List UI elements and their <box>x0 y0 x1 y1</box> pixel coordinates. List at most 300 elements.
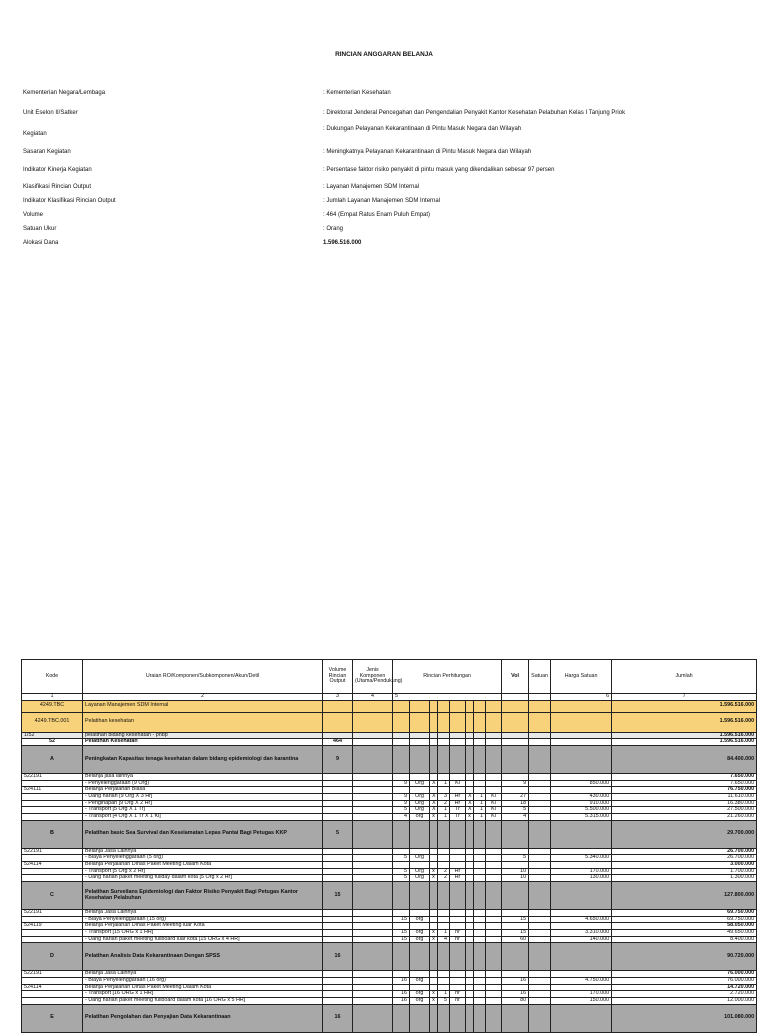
jenis-cell <box>353 978 393 985</box>
vol-cell: 5 <box>502 855 529 862</box>
meta-value: : Meningkatnya Pelayanan Kekarantinaan di Pintu Masuk Negara dan Wilayah <box>323 149 532 155</box>
op-cell <box>466 1004 474 1032</box>
uraian-cell: - Biaya Penyelenggaraan (16 org) <box>83 978 323 985</box>
uraian-cell: - Transport [4 Org X 1 Tr X 1 Kl] <box>83 814 323 821</box>
qty-cell <box>474 712 486 732</box>
qty-cell <box>438 978 450 985</box>
table-header-row <box>22 660 757 694</box>
volume-cell: 15 <box>323 882 353 910</box>
vol-cell <box>502 700 529 712</box>
col-number: 1 <box>22 694 83 701</box>
uraian-cell: Pelatihan Pengolahan dan Penyajian Data Kekarantinaan <box>83 1004 323 1032</box>
unit-cell <box>450 820 466 848</box>
qty-cell: 16 <box>393 991 410 998</box>
jumlah-cell: 69.750.000 <box>612 910 757 917</box>
satuan-cell <box>529 943 551 971</box>
unit-cell: Hr <box>450 794 466 801</box>
jumlah-cell: 1.596.516.000 <box>612 712 757 732</box>
table-section-row <box>22 1004 757 1032</box>
col-number: 2 <box>83 694 323 701</box>
qty-cell: 1 <box>438 814 450 821</box>
meta-value: : Direktorat Jenderal Pencegahan dan Pengendalian Penyakit Kantor Kesehatan Pelabuhan Kelas I Tanjung Priok <box>323 110 626 116</box>
op-cell <box>466 882 474 910</box>
col-header-kode: Kode <box>22 660 83 694</box>
qty-cell <box>474 882 486 910</box>
harga-cell: 5.315.000 <box>551 814 612 821</box>
op-cell: X <box>466 807 474 814</box>
jenis-cell <box>353 916 393 923</box>
meta-label: Satuan Ukur <box>23 226 57 232</box>
meta-row-kementerian <box>0 90 768 100</box>
jenis-cell <box>353 936 393 943</box>
unit-cell <box>450 848 466 855</box>
vol-cell: 10 <box>502 875 529 882</box>
op-cell <box>466 971 474 978</box>
unit-cell: org <box>410 814 430 821</box>
satuan-cell <box>529 882 551 910</box>
jenis-cell <box>353 800 393 807</box>
vol-cell: 9 <box>502 780 529 787</box>
uraian-cell: Pelatihan Analisis Data Kekarantinaan Dengan SPSS <box>83 943 323 971</box>
meta-value: : Dukungan Pelayanan Kekarantinaan di Pintu Masuk Negara dan Wilayah <box>323 126 522 132</box>
jumlah-cell: 84.400.000 <box>612 746 757 774</box>
kode-cell: 524114 <box>22 984 83 991</box>
meta-row-alokasi-dana <box>0 240 768 250</box>
satuan-cell <box>529 916 551 923</box>
meta-value: : Orang <box>323 226 344 232</box>
unit-cell <box>486 739 502 746</box>
harga-cell: 3.310.000 <box>551 930 612 937</box>
meta-row-unit <box>0 110 768 120</box>
unit-cell: Org <box>410 875 430 882</box>
unit-cell <box>410 732 430 739</box>
meta-value: : 464 (Empat Ratus Enam Puluh Empat) <box>323 212 431 218</box>
qty-cell: 15 <box>393 930 410 937</box>
unit-cell <box>486 875 502 882</box>
satuan-cell <box>529 984 551 991</box>
unit-cell <box>486 882 502 910</box>
kode-cell <box>22 814 83 821</box>
op-cell: X <box>430 794 438 801</box>
satuan-cell <box>529 787 551 794</box>
kode-cell: 4249.TBC <box>22 700 83 712</box>
unit-cell <box>486 984 502 991</box>
satuan-cell <box>529 774 551 781</box>
col-number-empty <box>502 694 529 701</box>
jenis-cell <box>353 910 393 917</box>
op-cell <box>466 943 474 971</box>
qty-cell: 1 <box>438 780 450 787</box>
op-cell <box>466 875 474 882</box>
volume-cell <box>323 998 353 1005</box>
volume-cell <box>323 814 353 821</box>
unit-cell <box>486 746 502 774</box>
op-cell <box>430 820 438 848</box>
jenis-cell <box>353 862 393 869</box>
kode-cell <box>22 794 83 801</box>
volume-cell <box>323 991 353 998</box>
unit-cell <box>450 882 466 910</box>
doc-title: RINCIAN ANGGARAN BELANJA <box>335 51 433 58</box>
volume-cell <box>323 984 353 991</box>
jenis-cell <box>353 984 393 991</box>
satuan-cell <box>529 700 551 712</box>
op-cell: X <box>466 794 474 801</box>
jenis-cell <box>353 794 393 801</box>
volume-cell <box>323 875 353 882</box>
op-cell <box>430 712 438 732</box>
jenis-cell <box>353 780 393 787</box>
meta-row-sasaran <box>0 149 768 159</box>
op-cell: x <box>430 991 438 998</box>
unit-cell <box>486 998 502 1005</box>
satuan-cell <box>529 1004 551 1032</box>
volume-cell <box>323 787 353 794</box>
volume-cell <box>323 774 353 781</box>
op-cell: x <box>430 930 438 937</box>
unit-cell: hr <box>450 998 466 1005</box>
qty-cell <box>474 820 486 848</box>
unit-cell: Org <box>410 780 430 787</box>
satuan-cell <box>529 794 551 801</box>
jenis-cell <box>353 739 393 746</box>
qty-cell: 1 <box>438 930 450 937</box>
satuan-cell <box>529 971 551 978</box>
meta-row-volume <box>0 212 768 222</box>
satuan-cell <box>529 732 551 739</box>
volume-cell: 16 <box>323 1004 353 1032</box>
table-row <box>22 712 757 732</box>
unit-cell <box>486 732 502 739</box>
op-cell <box>466 868 474 875</box>
harga-cell: 910.000 <box>551 800 612 807</box>
volume-cell: 16 <box>323 943 353 971</box>
jumlah-cell: 16.380.000 <box>612 800 757 807</box>
unit-cell <box>450 739 466 746</box>
vol-cell: 15 <box>502 930 529 937</box>
qty-cell <box>438 700 450 712</box>
jumlah-cell: 49.650.000 <box>612 930 757 937</box>
qty-cell: 2 <box>438 875 450 882</box>
unit-cell <box>486 855 502 862</box>
qty-cell <box>474 700 486 712</box>
unit-cell: Kl <box>450 780 466 787</box>
satuan-cell <box>529 923 551 930</box>
jenis-cell <box>353 943 393 971</box>
kode-cell <box>22 998 83 1005</box>
col-number: 7 <box>612 694 757 701</box>
table-section-row <box>22 943 757 971</box>
uraian-cell: Belanja Perjalanan Dinas Paket Meeting Dalam Kota <box>83 862 323 869</box>
unit-cell: org <box>410 991 430 998</box>
qty-cell: 5 <box>393 807 410 814</box>
meta-value: : Layanan Manajemen SDM Internal <box>323 184 420 190</box>
qty-cell <box>393 820 410 848</box>
jumlah-cell: 7.650.000 <box>612 774 757 781</box>
jenis-cell <box>353 998 393 1005</box>
unit-cell: hr <box>450 930 466 937</box>
vol-cell <box>502 943 529 971</box>
unit-cell: Hr <box>450 875 466 882</box>
qty-cell: 5 <box>393 868 410 875</box>
op-cell <box>466 930 474 937</box>
jumlah-cell: 26.700.000 <box>612 848 757 855</box>
op-cell <box>430 739 438 746</box>
vol-cell <box>502 1004 529 1032</box>
op-cell <box>466 739 474 746</box>
jenis-cell <box>353 930 393 937</box>
uraian-cell: - Transport [5 Org X 1 Tr] <box>83 807 323 814</box>
table-row <box>22 739 757 746</box>
jenis-cell <box>353 855 393 862</box>
table-row <box>22 998 757 1005</box>
jumlah-cell: 27.500.000 <box>612 807 757 814</box>
op-cell: x <box>466 814 474 821</box>
unit-cell <box>450 855 466 862</box>
op-cell: x <box>430 868 438 875</box>
qty-cell <box>474 991 486 998</box>
unit-cell: Kl <box>486 800 502 807</box>
harga-cell: 5.500.000 <box>551 807 612 814</box>
unit-cell: org <box>410 930 430 937</box>
unit-cell: Org <box>410 868 430 875</box>
harga-cell <box>551 700 612 712</box>
meta-label: Alokasi Dana <box>23 240 59 246</box>
unit-cell <box>410 820 430 848</box>
jenis-cell <box>353 820 393 848</box>
qty-cell: 16 <box>393 978 410 985</box>
kode-cell <box>22 800 83 807</box>
uraian-cell: - Transport [16 ORG x 1 HR] <box>83 991 323 998</box>
table-section-row <box>22 820 757 848</box>
kode-cell: E <box>22 1004 83 1032</box>
jenis-cell <box>353 746 393 774</box>
meta-label: Kegiatan <box>23 131 47 137</box>
qty-cell: 9 <box>393 794 410 801</box>
qty-cell: 1 <box>474 807 486 814</box>
jenis-cell <box>353 1004 393 1032</box>
op-cell <box>466 862 474 869</box>
op-cell <box>466 820 474 848</box>
vol-cell <box>502 746 529 774</box>
satuan-cell <box>529 930 551 937</box>
harga-cell: 150.000 <box>551 998 612 1005</box>
kode-cell: 522191 <box>22 774 83 781</box>
op-cell: X <box>430 780 438 787</box>
meta-label: Sasaran Kegiatan <box>23 149 71 155</box>
qty-cell: 2 <box>438 800 450 807</box>
qty-cell: 1 <box>474 814 486 821</box>
harga-cell: 170.000 <box>551 991 612 998</box>
op-cell <box>430 732 438 739</box>
table-section-row <box>22 746 757 774</box>
col-number: 3 <box>323 694 353 701</box>
qty-cell: 4 <box>393 814 410 821</box>
vol-cell: 5 <box>502 807 529 814</box>
col-header-vol: Vol <box>502 660 529 694</box>
jenis-cell <box>353 971 393 978</box>
kode-cell <box>22 936 83 943</box>
unit-cell: Kl <box>486 814 502 821</box>
kode-cell: D <box>22 943 83 971</box>
unit-cell <box>450 732 466 739</box>
op-cell <box>430 943 438 971</box>
volume-cell <box>323 794 353 801</box>
kode-cell: 52 <box>22 739 83 746</box>
volume-cell: 464 <box>323 739 353 746</box>
unit-cell <box>486 700 502 712</box>
jenis-cell <box>353 807 393 814</box>
jumlah-cell: 8.400.000 <box>612 936 757 943</box>
qty-cell <box>393 1004 410 1032</box>
unit-cell <box>486 780 502 787</box>
unit-cell: Tr <box>450 807 466 814</box>
op-cell <box>466 998 474 1005</box>
col-header-uraian: Uraian RO/Komponen/Subkomponen/Akun/Detil <box>83 660 323 694</box>
column-number-row <box>22 694 757 701</box>
qty-cell <box>474 971 486 978</box>
uraian-cell: - Transport [5 Org x 2 Hr] <box>83 868 323 875</box>
jumlah-cell: 29.700.000 <box>612 820 757 848</box>
satuan-cell <box>529 746 551 774</box>
qty-cell <box>438 732 450 739</box>
unit-cell: org <box>410 978 430 985</box>
unit-cell <box>486 774 502 781</box>
satuan-cell <box>529 875 551 882</box>
unit-cell <box>486 862 502 869</box>
uraian-cell: Layanan Manajemen SDM Internal <box>83 700 323 712</box>
qty-cell <box>474 868 486 875</box>
uraian-cell: - Biaya Penyelenggaraan (15 org) <box>83 916 323 923</box>
qty-cell <box>474 984 486 991</box>
jumlah-cell: 21.260.000 <box>612 814 757 821</box>
satuan-cell <box>529 998 551 1005</box>
uraian-cell: Belanja Perjalanan Dinas Paket Meeting Dalam Kota <box>83 984 323 991</box>
qty-cell <box>474 916 486 923</box>
kode-cell: 4249.TBC.001 <box>22 712 83 732</box>
op-cell <box>430 848 438 855</box>
kode-cell <box>22 875 83 882</box>
qty-cell <box>438 910 450 917</box>
qty-cell: 4 <box>438 936 450 943</box>
op-cell: X <box>430 807 438 814</box>
col-header-jenis: Jenis Komponen (Utama/Pendukung) <box>353 660 393 694</box>
op-cell <box>466 780 474 787</box>
unit-cell <box>486 910 502 917</box>
volume-cell <box>323 910 353 917</box>
op-cell <box>466 910 474 917</box>
op-cell <box>466 984 474 991</box>
jumlah-cell: 76.750.000 <box>612 787 757 794</box>
jenis-cell <box>353 700 393 712</box>
unit-cell <box>486 930 502 937</box>
vol-cell: 4 <box>502 814 529 821</box>
unit-cell <box>450 1004 466 1032</box>
jumlah-cell: 1.596.516.000 <box>612 732 757 739</box>
qty-cell <box>474 780 486 787</box>
jumlah-cell: 12.000.000 <box>612 998 757 1005</box>
vol-cell: 10 <box>502 868 529 875</box>
harga-cell <box>551 882 612 910</box>
qty-cell: 1 <box>474 794 486 801</box>
vol-cell <box>502 732 529 739</box>
unit-cell <box>450 712 466 732</box>
volume-cell <box>323 971 353 978</box>
uraian-cell: Pelatihan kesehatan <box>83 712 323 732</box>
satuan-cell <box>529 862 551 869</box>
satuan-cell <box>529 978 551 985</box>
unit-cell: Kl <box>486 794 502 801</box>
op-cell <box>430 855 438 862</box>
unit-cell <box>486 868 502 875</box>
meta-value: : Persentase faktor risiko penyakit di pintu masuk yang dikendalikan sebesar 97 persen <box>323 167 555 173</box>
meta-row-klasifikasi <box>0 184 768 194</box>
jumlah-cell: 1.300.000 <box>612 875 757 882</box>
budget-table <box>21 659 757 1033</box>
unit-cell <box>450 943 466 971</box>
col-header-volume: Volume Rincian Output <box>323 660 353 694</box>
harga-cell <box>551 746 612 774</box>
kode-cell: A <box>22 746 83 774</box>
volume-cell <box>323 848 353 855</box>
uraian-cell: Belanja jasa lainnya <box>83 774 323 781</box>
unit-cell <box>486 978 502 985</box>
jumlah-cell: 127.800.000 <box>612 882 757 910</box>
meta-label: Kementerian Negara/Lembaga <box>23 90 106 96</box>
col-header-rincian: Rincian Perhitungan <box>393 660 502 694</box>
volume-cell <box>323 868 353 875</box>
volume-cell <box>323 780 353 787</box>
qty-cell <box>393 739 410 746</box>
harga-cell: 5.340.000 <box>551 855 612 862</box>
qty-cell <box>393 882 410 910</box>
col-number-empty <box>529 694 551 701</box>
volume-cell <box>323 923 353 930</box>
op-cell <box>430 700 438 712</box>
op-cell <box>466 855 474 862</box>
volume-cell <box>323 916 353 923</box>
qty-cell: 5 <box>438 998 450 1005</box>
op-cell <box>430 882 438 910</box>
uraian-cell: Pelatihan Kesehatan <box>83 739 323 746</box>
qty-cell <box>438 971 450 978</box>
vol-cell <box>502 739 529 746</box>
uraian-cell: pelatihan bidang kesehatan - pnbp <box>83 732 323 739</box>
jumlah-cell: 11.610.000 <box>612 794 757 801</box>
satuan-cell <box>529 848 551 855</box>
jumlah-cell: 14.720.000 <box>612 984 757 991</box>
unit-cell: Org <box>410 807 430 814</box>
unit-cell <box>410 882 430 910</box>
op-cell <box>430 916 438 923</box>
jumlah-cell: 1.700.000 <box>612 868 757 875</box>
uraian-cell: - Transport [15 ORG x 1 HR] <box>83 930 323 937</box>
qty-cell <box>474 998 486 1005</box>
unit-cell: Hr <box>450 800 466 807</box>
jumlah-cell: 76.000.000 <box>612 978 757 985</box>
vol-cell: 16 <box>502 978 529 985</box>
unit-cell <box>450 916 466 923</box>
satuan-cell <box>529 814 551 821</box>
volume-cell <box>323 930 353 937</box>
unit-cell <box>410 700 430 712</box>
jenis-cell <box>353 774 393 781</box>
satuan-cell <box>529 991 551 998</box>
kode-cell: C <box>22 882 83 910</box>
qty-cell <box>474 739 486 746</box>
harga-cell: 850.000 <box>551 780 612 787</box>
harga-cell: 430.000 <box>551 794 612 801</box>
